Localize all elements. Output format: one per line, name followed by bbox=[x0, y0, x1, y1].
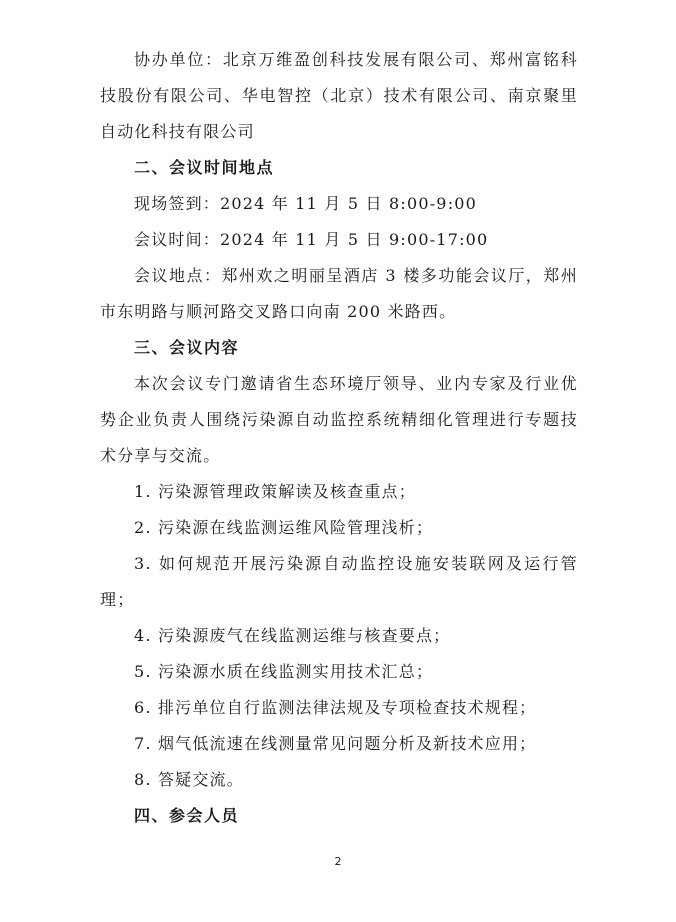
co-organizers-paragraph: 协办单位：北京万维盈创科技发展有限公司、郑州富铭科技股份有限公司、华电智控（北京）技术有限公司、南京聚里自动化科技有限公司 bbox=[100, 50, 578, 141]
meeting-time: 会议时间：2024 年 11 月 5 日 9:00-17:00 bbox=[134, 230, 489, 249]
content-item-7: 7. 烟气低流速在线测量常见问题分析及新技术应用； bbox=[134, 734, 537, 753]
content-item-6: 6. 排污单位自行监测法律法规及专项检查技术规程； bbox=[134, 698, 537, 717]
content-item-2: 2. 污染源在线监测运维风险管理浅析； bbox=[134, 518, 434, 537]
content-item-4: 4. 污染源废气在线监测运维与核查要点； bbox=[134, 626, 451, 645]
section-heading-time-location: 二、会议时间地点 bbox=[134, 158, 275, 177]
content-intro-paragraph: 本次会议专门邀请省生态环境厅领导、业内专家及行业优势企业负责人围绕污染源自动监控系统精细化管理进行专题技术分享与交流。 bbox=[100, 374, 578, 465]
section-heading-attendees: 四、参会人员 bbox=[134, 806, 240, 825]
content-item-5: 5. 污染源水质在线监测实用技术汇总； bbox=[134, 662, 434, 681]
content-item-1: 1. 污染源管理政策解读及核查重点； bbox=[134, 482, 416, 501]
content-item-3: 3. 如何规范开展污染源自动监控设施安装联网及运行管理； bbox=[100, 554, 578, 609]
page-number: 2 bbox=[334, 855, 342, 868]
content-item-8: 8. 答疑交流。 bbox=[134, 770, 244, 789]
checkin-time: 现场签到：2024 年 11 月 5 日 8:00-9:00 bbox=[134, 194, 478, 213]
venue-paragraph: 会议地点：郑州欢之明丽呈酒店 3 楼多功能会议厅，郑州市东明路与顺河路交叉路口向南 200 米路西。 bbox=[100, 266, 578, 321]
section-heading-content: 三、会议内容 bbox=[134, 338, 240, 357]
